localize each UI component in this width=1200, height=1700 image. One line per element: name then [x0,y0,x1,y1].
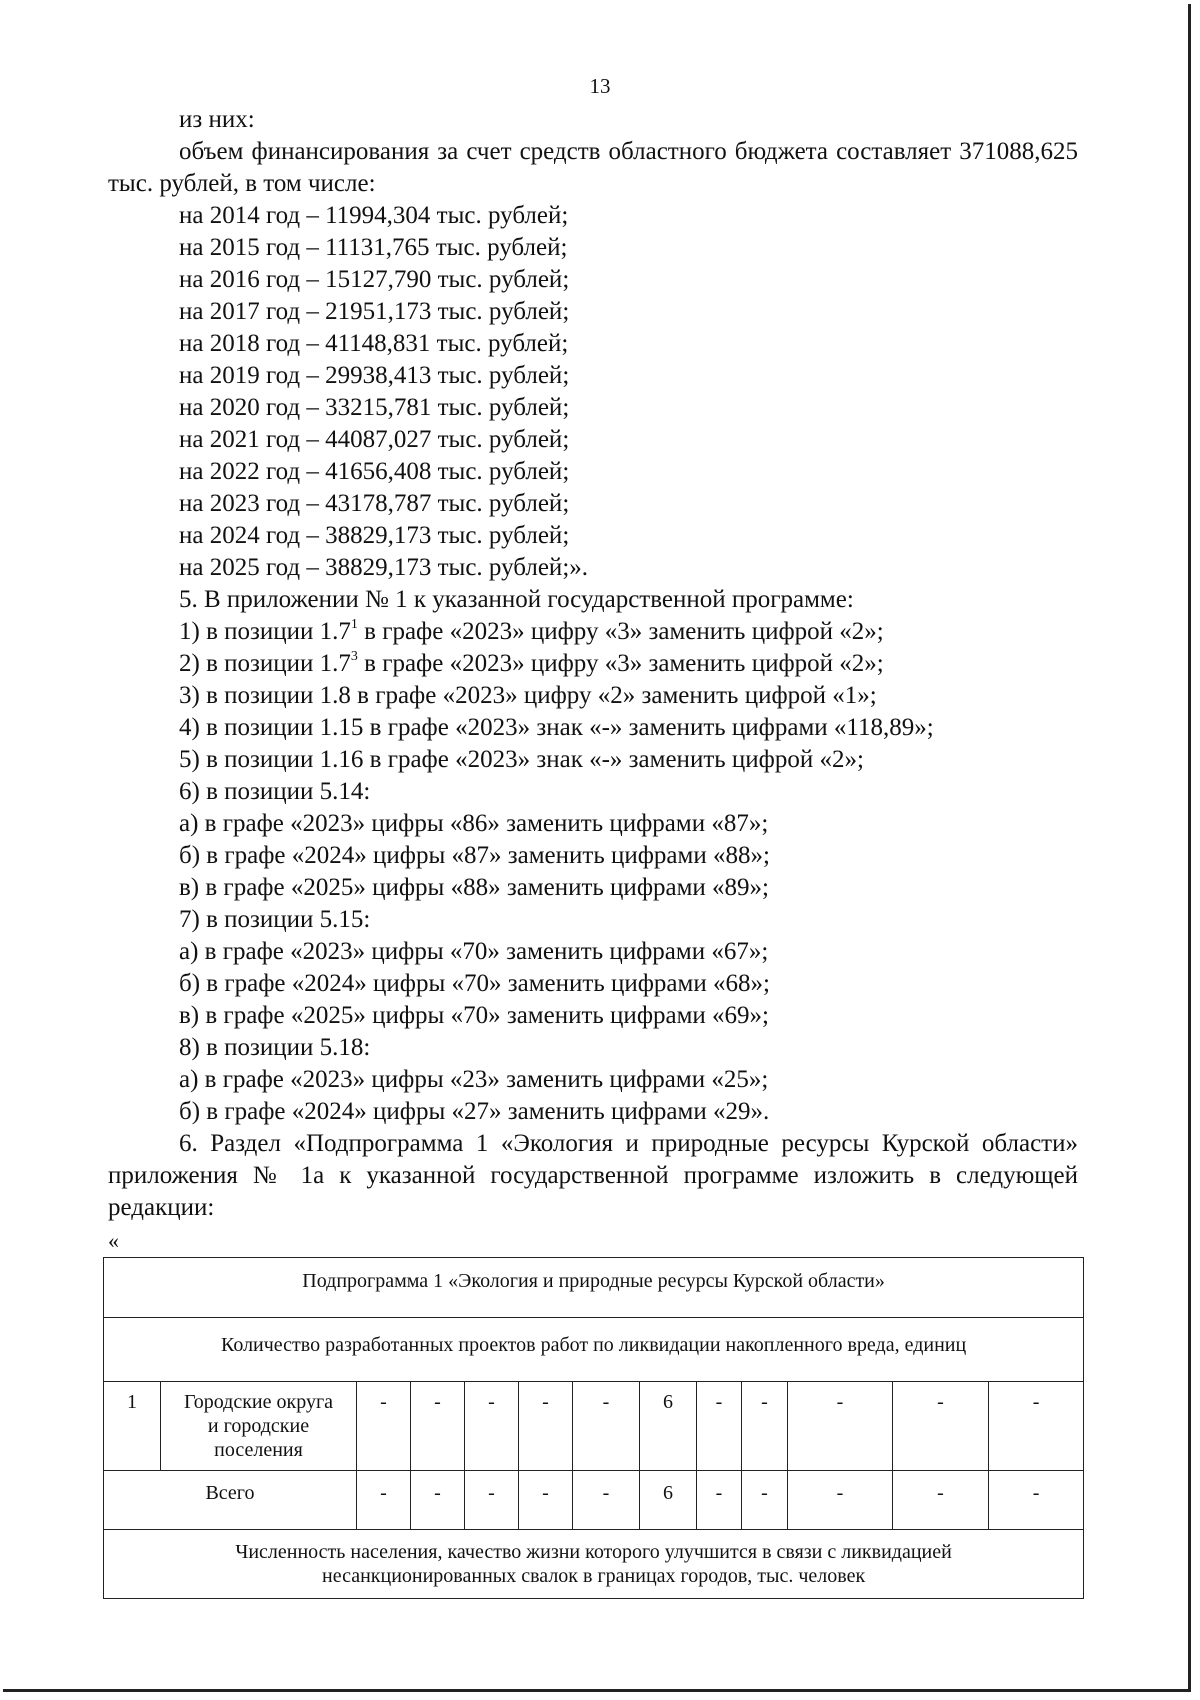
change-text: 2) в позиции 1.7 [179,650,351,677]
year-line: на 2020 год – 33215,781 тыс. рублей; [179,394,570,421]
indicator-heading: Количество разработанных проектов работ по ликвидации накопленного вреда, единиц [104,1318,1084,1382]
superscript: 1 [350,616,358,632]
change-line: 3) в позиции 1.8 в графе «2023» цифру «2» заменить цифрой «1»; [179,682,877,709]
value-cell: - [989,1471,1084,1530]
change-text: в графе «2023» цифру «3» заменить цифрой «2»; [357,650,884,677]
change-line: 4) в позиции 1.15 в графе «2023» знак «-» заменить цифрами «118,89»; [179,714,934,741]
change-line: б) в графе «2024» цифры «87» заменить цифрами «88»; [179,842,770,869]
paragraph-financing: объем финансирования за счет средств областного бюджета составляет 371088,625 тыс. рублей, в том числе: [108,138,1078,197]
item-5-heading: 5. В приложении № 1 к указанной государственной программе: [179,586,854,613]
value-cell: - [788,1471,893,1530]
change-line-1 [108,616,1078,648]
value-cell: - [573,1471,640,1530]
year-line: на 2017 год – 21951,173 тыс. рублей; [179,298,570,325]
opening-quote: « [108,1228,119,1253]
change-line: в) в графе «2025» цифры «88» заменить цифрами «89»; [179,874,770,901]
change-line: а) в графе «2023» цифры «23» заменить цифрами «25»; [179,1066,769,1093]
year-line: на 2019 год – 29938,413 тыс. рублей; [179,362,570,389]
value-cell: - [742,1471,788,1530]
municipality-cell [161,1382,357,1471]
municipality-line: поселения [214,1439,303,1461]
change-line: б) в графе «2024» цифры «70» заменить цифрами «68»; [179,970,770,997]
municipality-line: и городские [207,1415,310,1437]
value-cell: - [465,1471,519,1530]
value-cell: - [893,1382,989,1471]
document-body [108,104,1078,1224]
page-number: 13 [589,74,611,98]
year-line: на 2016 год – 15127,790 тыс. рублей; [179,266,570,293]
value-cell: - [697,1471,742,1530]
value-cell: - [519,1382,573,1471]
value-cell: 6 [640,1471,697,1530]
change-line: б) в графе «2024» цифры «27» заменить цифрами «29». [179,1098,770,1125]
value-cell: - [411,1471,465,1530]
year-line: на 2021 год – 44087,027 тыс. рублей; [179,426,570,453]
value-cell: - [893,1471,989,1530]
year-line: на 2022 год – 41656,408 тыс. рублей; [179,458,570,485]
change-text: 1) в позиции 1.7 [179,618,351,645]
value-cell: - [989,1382,1084,1471]
subprogram-table [103,1257,1084,1599]
change-line: а) в графе «2023» цифры «70» заменить цифрами «67»; [179,938,769,965]
table-row [104,1382,1084,1471]
change-line: в) в графе «2025» цифры «70» заменить цифрами «69»; [179,1002,770,1029]
value-cell: 6 [640,1382,697,1471]
change-line: 5) в позиции 1.16 в графе «2023» знак «-» заменить цифрой «2»; [179,746,864,773]
value-cell: - [465,1382,519,1471]
municipality-line: Городские округа [183,1391,334,1413]
change-line: 8) в позиции 5.18: [179,1034,371,1061]
year-line: на 2018 год – 41148,831 тыс. рублей; [179,330,569,357]
indicator-heading-2 [104,1530,1084,1599]
value-cell: - [357,1471,411,1530]
value-cell: - [357,1382,411,1471]
row-number: 1 [104,1382,161,1471]
table-title: Подпрограмма 1 «Экология и природные ресурсы Курской области» [104,1258,1084,1318]
year-line: на 2024 год – 38829,173 тыс. рублей; [179,522,570,549]
value-cell: - [573,1382,640,1471]
value-cell: - [411,1382,465,1471]
change-line: 6) в позиции 5.14: [179,778,371,805]
superscript: 3 [350,648,358,664]
year-line: на 2015 год – 11131,765 тыс. рублей; [179,234,568,261]
value-cell: - [697,1382,742,1471]
item-6-paragraph: 6. Раздел «Подпрограмма 1 «Экология и природные ресурсы Курской области» приложения № 1а к указанной государственной программе изложить в следующей редакции: [108,1130,1078,1221]
value-cell: - [788,1382,893,1471]
year-list [108,200,1078,584]
change-line: 7) в позиции 5.15: [179,906,371,933]
total-label: Всего [104,1471,357,1530]
change-text: в графе «2023» цифру «3» заменить цифрой «2»; [357,618,884,645]
indicator-line: несанкционированных свалок в границах городов, тыс. человек [322,1565,866,1587]
line-intro: из них: [179,106,255,133]
change-line-2 [108,648,1078,680]
indicator-line: Численность населения, качество жизни которого улучшится в связи с ликвидацией [235,1541,952,1563]
change-line: а) в графе «2023» цифры «86» заменить цифрами «87»; [179,810,769,837]
change-list [108,680,1078,1128]
year-line: на 2025 год – 38829,173 тыс. рублей;». [179,554,589,581]
value-cell: - [742,1382,788,1471]
year-line: на 2014 год – 11994,304 тыс. рублей; [179,202,569,229]
year-line: на 2023 год – 43178,787 тыс. рублей; [179,490,570,517]
table-row-total [104,1471,1084,1530]
value-cell: - [519,1471,573,1530]
